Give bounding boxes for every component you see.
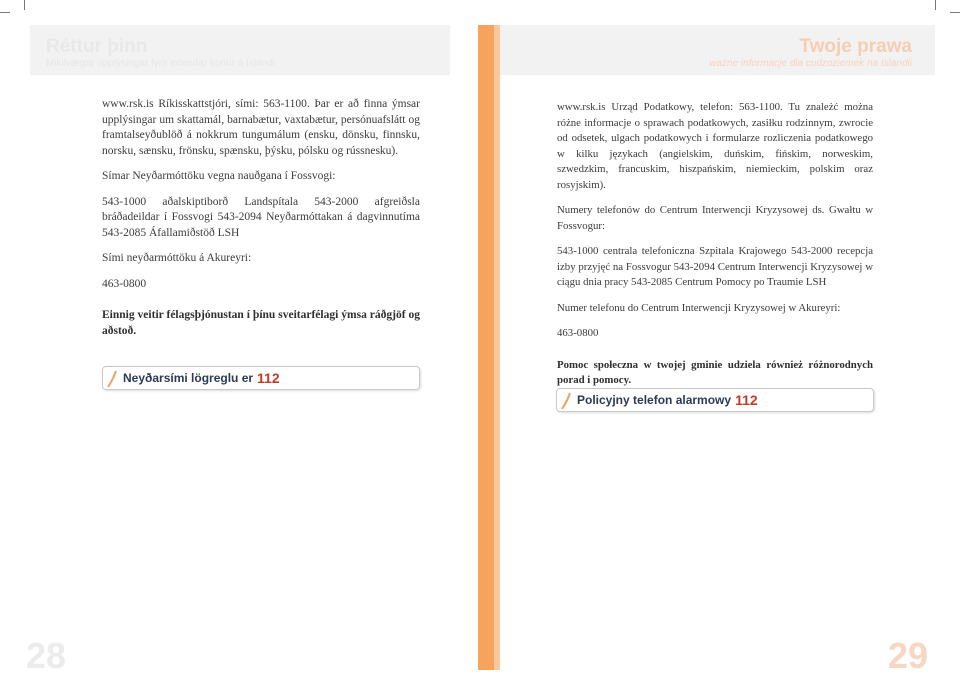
page-number-right: 29 (888, 635, 929, 676)
right-paragraph-akureyri-number: 463-0800 (557, 327, 599, 339)
swoosh-icon (106, 369, 118, 389)
spine-stripe (478, 25, 494, 670)
left-emergency-pill (102, 366, 420, 390)
swoosh-icon (560, 391, 572, 411)
right-text-column (557, 100, 873, 399)
emergency-label: Policyjny telefon alarmowy (577, 393, 732, 407)
left-paragraph-social: Einnig veitir félagsþjónustan í þínu sveitarfélagi ýmsa ráðgjöf og aðstoð. (102, 309, 420, 337)
emergency-label: Neyðarsími lögreglu er (123, 371, 254, 385)
crop-mark (950, 12, 960, 13)
crop-mark (24, 0, 25, 10)
emergency-number: 112 (257, 370, 280, 386)
left-paragraph-phones-heading: Símar Neyðarmóttöku vegna nauðgana í Fossvogi: (102, 170, 336, 182)
left-paragraph-phone-list: 543-1000 aðalskiptiborð Landspítala 543-2000 afgreiðsla bráðadeildar í Fossvogi 543-2094 Neyðarmóttakan á dagvinnutíma 543-2085 Áfallamiðstöð LSH (102, 195, 420, 239)
right-paragraph-tax: www.rsk.is Urząd Podatkowy, telefon: 563-1100. Tu znależć można różne informacje o sprawach podatkowych, zasiłku rodzinnym, zwrocie od odsetek, ulgach podatkowych i formularze rozliczenia podatkowego w kilku językach (angielskim, duńskim, fińskim, norweskim, szwedzkim, francuskim, hiszpańskim, niemieckim, polskim oraz rosyjskim). (557, 101, 873, 191)
crop-mark (0, 12, 10, 13)
left-text-column (102, 97, 420, 349)
left-paragraph-tax: www.rsk.is Ríkisskattstjóri, sími: 563-1100. Þar er að finna ýmsar upplýsingar um skattamál, barnabætur, vaxtabætur, persónuafslátt og framtalseyðublöð á nokkrum tungumálum (ensku, dönsku, finnsku, norsku, sænsku, frönsku, spænsku, þýsku, pólsku og rússnesku). (102, 98, 420, 157)
crop-mark (935, 0, 936, 10)
page-number-left: 28 (26, 635, 67, 676)
right-page-subtitle: ważne informacje dla cudzoziemek na Islandii (709, 58, 912, 69)
right-page-title: Twoje prawa (799, 36, 912, 57)
left-paragraph-akureyri: Sími neyðarmóttöku á Akureyri: (102, 252, 252, 264)
spine-stripe-light (494, 25, 500, 670)
right-paragraph-phone-list: 543-1000 centrala telefoniczna Szpitala Krajowego 543-2000 recepcja izby przyjęć na Fossvogur 543-2094 Centrum Interwencji Kryzysowej w ciągu dnia pracy 543-2085 Centrum Pomocy po Traumie LSH (557, 245, 873, 288)
right-paragraph-phones-heading: Numery telefonów do Centrum Interwencji Kryzysowej ds. Gwałtu w Fossvogur: (557, 204, 873, 232)
left-page-subtitle: Mikilvægar upplýsingar fyrir erlendar konur á Íslandi (46, 58, 275, 69)
emergency-number: 112 (735, 392, 758, 408)
left-page-title: Réttur þinn (46, 36, 148, 57)
right-paragraph-akureyri: Numer telefonu do Centrum Interwencji Kryzysowej w Akureyri: (557, 301, 841, 314)
left-paragraph-akureyri-number: 463-0800 (102, 277, 147, 290)
right-paragraph-social: Pomoc społeczna w twojej gminie udziela również różnorodnych porad i pomocy. (557, 358, 873, 386)
right-emergency-pill (556, 388, 874, 412)
